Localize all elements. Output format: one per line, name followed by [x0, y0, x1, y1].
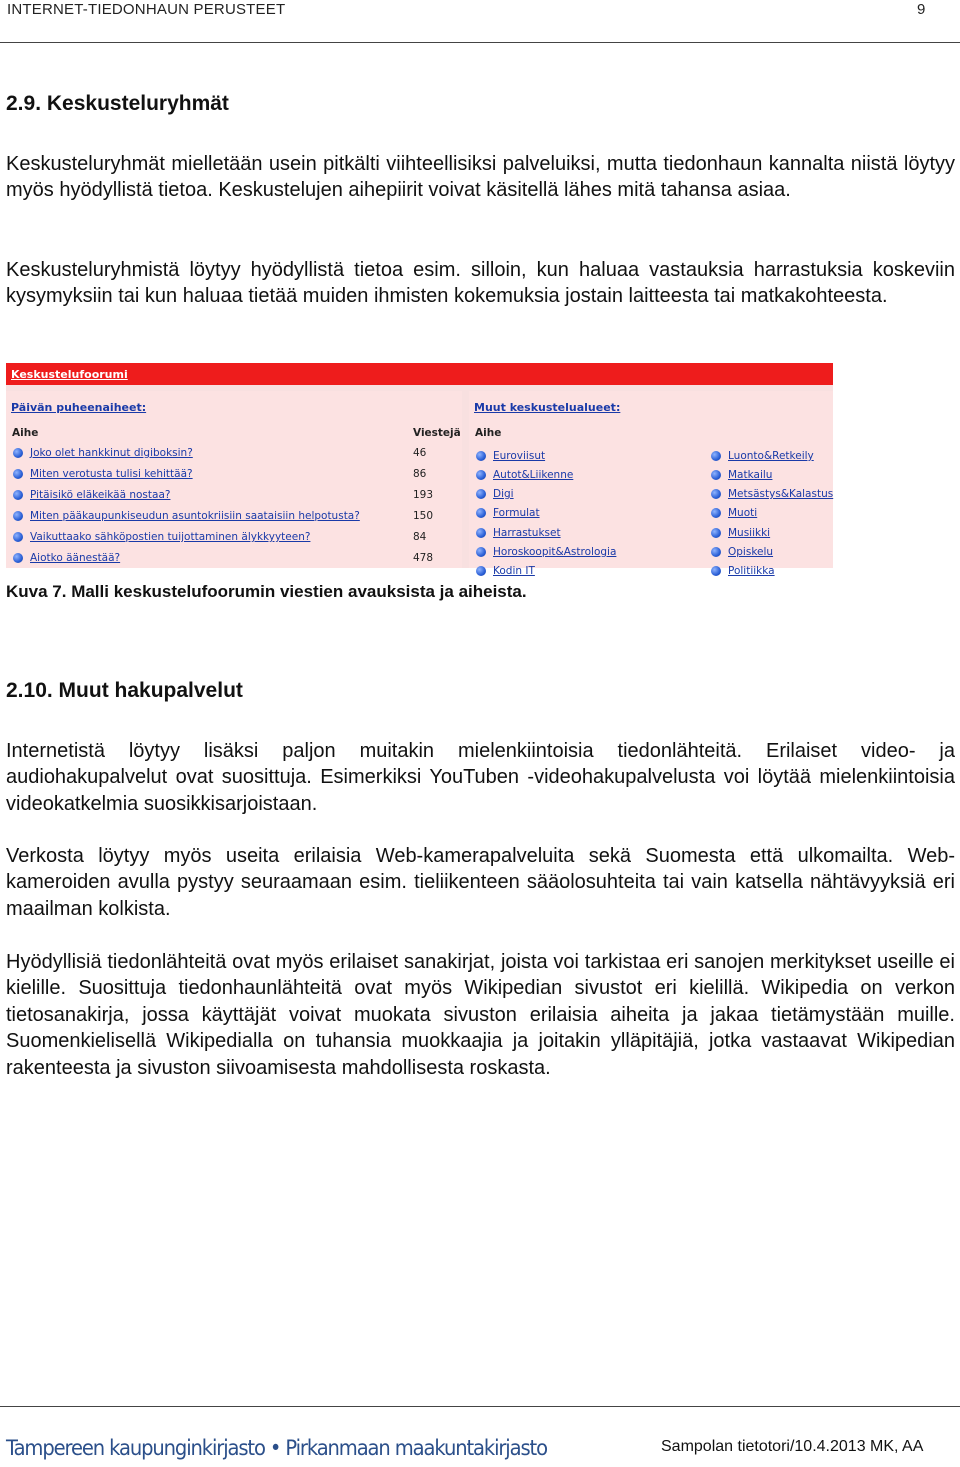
paragraph-text: Keskusteluryhmät mielletään usein pitkälti viihteellisiksi palveluiksi, mutta tiedonhaun kannalta niistä löytyy myös hyödyllistä tietoa. Keskustelujen aihepiirit voivat käsitellä lähes mitä tahansa asiaa.: [6, 153, 955, 202]
topic-row: [13, 447, 458, 461]
heading-keskusteluryhmat: 2.9. Keskusteluryhmät: [6, 92, 229, 115]
topic-row: [13, 510, 458, 524]
area-link[interactable]: Euroviisut: [493, 450, 546, 462]
area-item: [476, 565, 696, 579]
topic-link[interactable]: Vaikuttaako sähköpostien tuijottaminen älykkyyteen?: [30, 531, 311, 543]
topic-row: [13, 531, 458, 545]
topic-row: [13, 489, 458, 503]
area-link[interactable]: Autot&Liikenne: [493, 469, 574, 481]
section-heading-2-9: [6, 92, 955, 116]
paragraph-text: Verkosta löytyy myös useita erilaisia Web-kamerapalveluita sekä Suomesta että ulkomailta. Web-kameroiden avulla pystyy seuraamaan esim. tieliikenteen sääolosuhteita tai vain katsella nähtävyyksiä eri maailman kolkista.: [6, 845, 955, 920]
topic-count: 478: [413, 552, 434, 564]
area-link[interactable]: Muoti: [728, 507, 758, 519]
area-link[interactable]: Kodin IT: [493, 565, 535, 577]
area-item: [476, 527, 696, 541]
todays-topics-title[interactable]: Päivän puheenaiheet:: [11, 401, 147, 414]
area-link[interactable]: Musiikki: [728, 527, 771, 539]
area-link[interactable]: Harrastukset: [493, 527, 561, 539]
topic-count: 46: [413, 447, 427, 459]
footer-library-name: Tampereen kaupunginkirjasto • Pirkanmaan maakuntakirjasto: [6, 1436, 547, 1460]
bullet-icon: [13, 511, 23, 521]
figure-caption: Kuva 7. Malli keskustelufoorumin viestien avauksista ja aiheista.: [6, 582, 527, 601]
bullet-icon: [711, 451, 721, 461]
bullet-icon: [711, 489, 721, 499]
bullet-icon: [476, 489, 486, 499]
forum-title-link[interactable]: Keskustelufoorumi: [11, 368, 128, 381]
bullet-icon: [711, 566, 721, 576]
page-header: [0, 0, 960, 43]
area-item: [711, 527, 831, 541]
bullet-icon: [711, 547, 721, 557]
area-link[interactable]: Luonto&Retkeily: [728, 450, 814, 462]
topic-count: 150: [413, 510, 434, 522]
column-header-subject: Aihe: [12, 427, 39, 439]
bullet-icon: [13, 532, 23, 542]
area-link[interactable]: Matkailu: [728, 469, 773, 481]
bullet-icon: [13, 448, 23, 458]
column-header-count: Viestejä: [413, 427, 461, 439]
footer-source: Sampolan tietotori/10.4.2013 MK, AA: [661, 1438, 924, 1455]
topic-link[interactable]: Miten pääkaupunkiseudun asuntokriisiin saataisiin helpotusta?: [30, 510, 360, 522]
bullet-icon: [711, 508, 721, 518]
area-item: [711, 469, 831, 483]
area-item: [711, 450, 831, 464]
paragraph: [6, 151, 955, 204]
topic-count: 84: [413, 531, 427, 543]
bullet-icon: [13, 553, 23, 563]
paragraph-text: Hyödyllisiä tiedonlähteitä ovat myös erilaiset sanakirjat, joista voi tarkistaa eri sanojen merkitykset useille ei kielille. Suosittuja tiedonhaunlähteitä ovat myös Wikipedian sivustot eri kielillä. Wikipedia on verkon tietosanakirja, jossa käyttäjät voivat muokata sivuston erilaisia aiheita ja jakaa tietämystään muille. Suomenkielisellä Wikipedialla on tuhansia muokkaajia ja joitakin ylläpitäjiä, jotka vastaavat Wikipedian rakenteesta ja sivuston siivoamisesta mahdollisesta roskasta.: [6, 951, 955, 1079]
page-number: 9: [917, 1, 926, 18]
other-areas-panel: [469, 391, 834, 577]
forum-screenshot: [6, 363, 834, 577]
topic-count: 86: [413, 468, 427, 480]
topic-link[interactable]: Pitäisikö eläkeikää nostaa?: [30, 489, 171, 501]
bullet-icon: [476, 470, 486, 480]
document-title: INTERNET-TIEDONHAUN PERUSTEET: [7, 1, 286, 18]
area-item: [476, 488, 696, 502]
area-link[interactable]: Metsästys&Kalastus: [728, 488, 834, 500]
topic-count: 193: [413, 489, 434, 501]
area-item: [711, 546, 831, 560]
section-heading-2-10: [6, 679, 955, 703]
bullet-icon: [13, 469, 23, 479]
area-item: [711, 488, 834, 502]
area-item: [476, 450, 696, 464]
paragraph: [6, 949, 955, 1081]
paragraph: [6, 257, 955, 310]
area-link[interactable]: Horoskoopit&Astrologia: [493, 546, 617, 558]
bullet-icon: [711, 528, 721, 538]
area-link[interactable]: Digi: [493, 488, 514, 500]
bullet-icon: [711, 470, 721, 480]
bullet-icon: [476, 451, 486, 461]
bullet-icon: [476, 508, 486, 518]
area-item: [476, 507, 696, 521]
paragraph: [6, 843, 955, 922]
area-item: [476, 546, 696, 560]
bullet-icon: [13, 490, 23, 500]
column-header-subject: Aihe: [475, 427, 502, 439]
other-areas-title[interactable]: Muut keskustelualueet:: [474, 401, 621, 414]
area-link[interactable]: Formulat: [493, 507, 540, 519]
paragraph-text: Internetistä löytyy lisäksi paljon muitakin mielenkiintoisia tiedonlähteitä. Erilaiset video- ja audiohakupalvelut ovat suosittuja. Esimerkiksi YouTuben -videohakupalvelusta voi löytää mielenkiintoisia videokatkelmia suosikkisarjoistaan.: [6, 740, 955, 815]
todays-topics-panel: [6, 391, 462, 568]
topic-row: [13, 552, 458, 566]
area-item: [476, 469, 696, 483]
area-item: [711, 507, 831, 521]
paragraph: [6, 738, 955, 817]
topic-link[interactable]: Aiotko äänestää?: [30, 552, 121, 564]
footer-divider: [0, 1406, 960, 1407]
bullet-icon: [476, 547, 486, 557]
area-link[interactable]: Opiskelu: [728, 546, 774, 558]
bullet-icon: [476, 528, 486, 538]
paragraph-text: Keskusteluryhmistä löytyy hyödyllistä tietoa esim. silloin, kun haluaa vastauksia harrastuksia koskeviin kysymyksiin tai kun haluaa tietää muiden ihmisten kokemuksia jostain laitteesta tai matkakohteesta.: [6, 259, 955, 308]
topic-link[interactable]: Joko olet hankkinut digiboksin?: [30, 447, 193, 459]
area-link[interactable]: Politiikka: [728, 565, 775, 577]
topic-row: [13, 468, 458, 482]
topic-link[interactable]: Miten verotusta tulisi kehittää?: [30, 468, 193, 480]
area-item: [711, 565, 831, 579]
heading-muut-hakupalvelut: 2.10. Muut hakupalvelut: [6, 679, 243, 702]
forum-title-bar: [6, 363, 833, 385]
bullet-icon: [476, 566, 486, 576]
